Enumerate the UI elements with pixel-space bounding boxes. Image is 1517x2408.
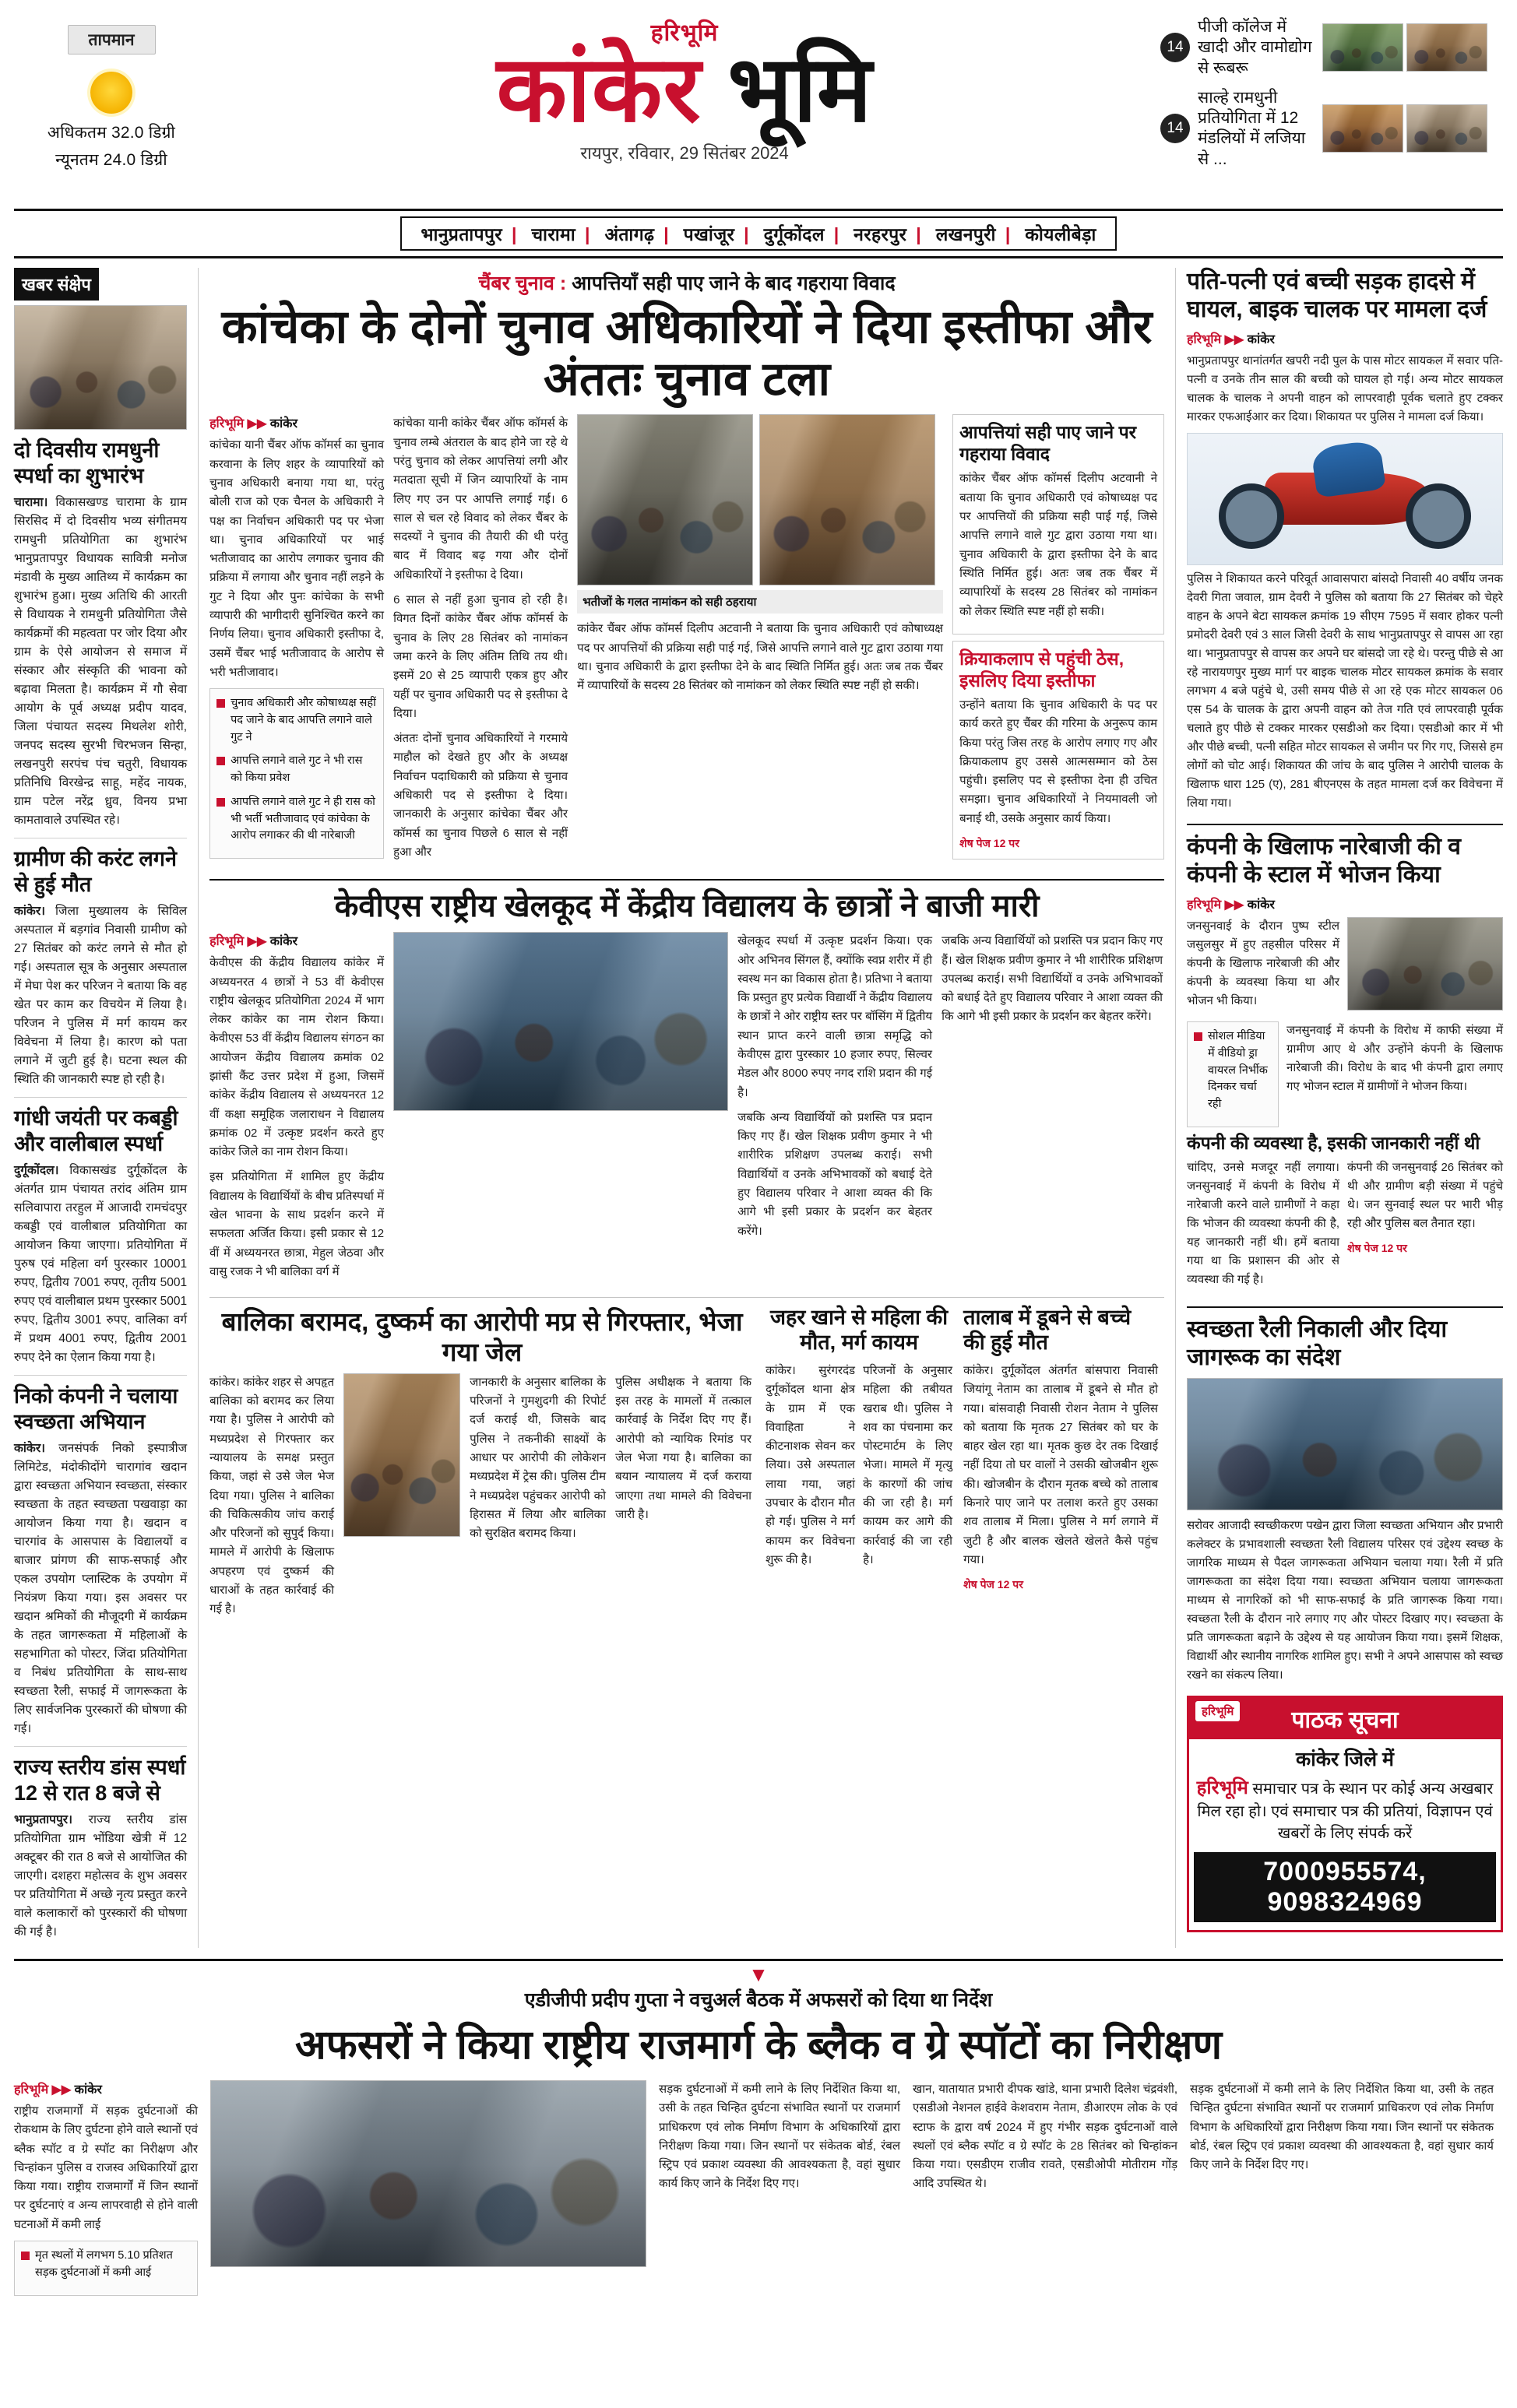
sub-headline-2: क्रियाकलाप से पहुंची ठेस, इसलिए दिया इस्तीफा bbox=[959, 648, 1125, 691]
notice-title-bar bbox=[1189, 1698, 1501, 1739]
bullet-text: मृत स्थलों में लगभग 5.10 प्रतिशत सड़क दुर्घटनाओं में कमी आई bbox=[35, 2249, 173, 2279]
rescue-col-2 bbox=[470, 1373, 606, 1626]
right-story1-headline[interactable]: पति-पत्नी एवं बच्ची सड़क हादसे में घायल, बाइक चालक पर मामला दर्ज bbox=[1187, 269, 1487, 322]
brief-text: विकासखण्ड चारामा के ग्राम सिरसिद में दो दिवसीय भव्य संगीतमय रामधुनी प्रतियोगिता का शुभारंभ भानुप्रतापपुर विधायक सावित्री मनोज मंडावी के मुख्य आतिथ्य में कार्यक्रम का शुभारंभ हुआ। मुख्य अतिथि की आरती से विधायक ने रामधुनी प्रतियोगिता जैसे कार्यक्रमों की महत्वता पर जोर दिया और ग्राम के ऐसे आयोजन से समाज में संस्कार और संस्कृति की भावना को बढ़ावा मिलता है। कार्यक्रम में गौ सेवा आयोग के पूर्व अध्यक्ष प्रदीप यादव, जिला पंचायत सदस्य मिथलेश शोरी, जनपद सदस्य सुरभी चिरभजन सिन्हा, लखनपुरी सरपंच पंच चतुरी, विधायक प्रतिनिधि विरखेन्द्र साहू, महेंद नायक, ग्राम पटेल नरेंद्र ध्रुव, विनय प्रभा कामतावाले उपस्थित रहे। bbox=[14, 495, 188, 828]
brief-headline: निको कंपनी ने चलाया स्वच्छता अभियान bbox=[14, 1384, 178, 1434]
nhai-bullet-box bbox=[14, 2241, 198, 2296]
town-6[interactable]: लखनपुरी bbox=[935, 224, 996, 244]
kvs-col2-p2: जबकि अन्य विद्यार्थियों को प्रशस्ति पत्र प्रदान किए गए हैं। खेल शिक्षक प्रवीण कुमार ने भी शारीरिक प्रशिक्षण उपलब्ध कराई। सभी विद्यार्थियों व उनके अभिभावकों को बधाई देते हुए विद्यालय परिवार ने आशा व्यक्त की कि आगे भी इसी प्रकार के प्रदर्शन कर बेहतर करेंगे। bbox=[737, 1110, 933, 1238]
bike-wheel-right bbox=[1406, 483, 1471, 549]
byline-logo: हरिभूमि bbox=[209, 417, 245, 431]
kvs-col2-p1: खेलकूद स्पर्धा में उत्कृष्ट प्रदर्शन किया। एक ओर अभिनव सिंगल हैं, क्योंकि स्वप्न शरीर में ही स्वस्थ मन का विकास होता है। प्रतिभा ने बताया कि प्रस्तुत हुए प्रत्येक विद्यार्थी ने केंद्रीय विद्यालय के छात्रों ने ओर राष्ट्रीय स्तर पर बॉसिंग में द्वितीय स्थान प्राप्त करने वाली छात्रा समृद्धि को केवीएस द्वारा पुरस्कार 10 हजार रुपए, सिल्वर मेडल और 8000 रुपए नगद राशि प्रदान की गई है। bbox=[737, 934, 933, 1099]
rescue-col2-text: जानकारी के अनुसार बालिका के परिजनों ने गुमशुदगी की रिपोर्ट दर्ज कराई थी, जिसके बाद पुलिस ने तकनीकी साक्ष्यों के आधार पर आरोपी की लोकेशन मध्यप्रदेश में ट्रेस की। पुलिस टीम ने मध्यप्रदेश पहुंचकर आरोपी को हिरासत में लिया और बालिका को सुरक्षित बरामद किया। bbox=[470, 1375, 607, 1541]
right-story1-p2: पुलिस ने शिकायत करने परिवूर्त आवासपारा बांसदो निवासी 40 वर्षीय जनक देवरी गिता जवाल, ग्राम देवरी ने पुलिस को बताया कि 27 सितंबर को चेहरे वाहन के अपने बेटा सायकल क्रमांक 19 सीएम 7595 में सवार होकर पत्नी प्रमोदरी देवरी एवं 3 साल जिसी देवरी के साथ भानुप्रतापपुर से वापस आ रहा था। भानुप्रतापपुर से वापस कर अपने घर बांसदो जा रहे थे। परन्तु पीछे से आ रहे नारायणपुर मुख्य मार्ग पर बाइक चालक मोटर सायकल क्रमांक के सवार लगभग 4 बजे पहुंचे थे, उसी समय पीछे से आ रहे एक मोटर सायकल 06 एस 54 के चालक के द्वारा अपनी वाहन को तेज गति एवं लापरवाही पूर्वक चलाते हुए पीछे से टक्कर मारकर एसडीओ कर दिया। एसडीओ कार में भी और पीछे बच्ची, पत्नी सहित मोटर सायकल से जमीन पर गिर गए, जिससे हम लोगों को चोट आई। शिकायत की जांच के बाद पुलिस ने आरोपी चालक के खिलाफ धारा 125 (ए), 281 बीएनएस के तहत मामला दर्ज कर विवेचना में लिया गया। bbox=[1187, 572, 1503, 810]
section-rule bbox=[1187, 1306, 1503, 1308]
cleanliness-rally-photo bbox=[1187, 1378, 1503, 1510]
nhai-kicker-text: एडीजीपी प्रदीप गुप्ता ने वचुअर्ल बैठक में अफसरों को दिया था निर्देश bbox=[524, 1988, 993, 2011]
town-3[interactable]: पखांजूर bbox=[683, 224, 735, 244]
byline-place: कांकेर bbox=[1247, 898, 1275, 912]
poison-col1: कांकेर। सुरंगरदंड दुर्गूकोंदल थाना क्षेत्र के ग्राम में एक विवाहिता ने कीटनाशक सेवन कर लिया। उसे अस्पताल लाया गया, जहां उपचार के दौरान मौत हो गई। पुलिस ने मर्ग कायम कर विवेचना शुरू की है। bbox=[766, 1363, 856, 1566]
brief-body bbox=[14, 494, 187, 830]
right-story3-headline[interactable]: स्वच्छता रैली निकाली और दिया जागरूक का संदेश bbox=[1187, 1316, 1448, 1370]
brief-body bbox=[14, 1440, 187, 1738]
byline bbox=[1187, 330, 1503, 347]
right-story3-body: सरोवर आजादी स्वच्छीकरण पखेन द्वारा जिला स्वच्छता अभियान और प्रभारी कलेक्टर के प्रभावशाली स्वच्छता रैली विद्यालय परिसर एवं उद्देश्य स्वच्छ के जागरिक माध्यम से पैदल जागरूकता अभियान चलाया गया। रैली में प्रति जागरूकता का संदेश दिया गया। स्वच्छता अभियान चलाया जागरूकता माध्यम से नागरिकों को भी साफ-सफाई के प्रति जागरूक किया गया। स्वच्छता रैली के दौरान नारे लगाए गए और पोस्टर दिखाए गए। स्वच्छता के प्रति जागरूकता बढ़ाने के उद्देश्य से यह आयोजन किया गया। इसमें शिक्षक, विद्यार्थी और स्थानीय नागरिक शामिल हुए। सभी ने अपने आसपास को स्वच्छ रखने का संकल्प लिया। bbox=[1187, 1518, 1503, 1682]
right-story1-p1: भानुप्रतापपुर थानांतर्गत खपरी नदी पुल के पास मोटर सायकल में सवार पति-पत्नी व उनके तीन साल की बच्ची को घायल हो गई। अन्य मोटर सायकल चालक के चालक ने अपनी वाहन को लापरवाही पूर्वक चलाते हुए टक्कर मारकर एफआईआर कर दिया। शिकायत पर पुलिस ने मामला दर्ज किया। bbox=[1187, 354, 1503, 424]
bullet-text: आपत्ति लगाने वाले गुट ने ही रास को भी भर्ती भतीजावाद एवं कांचेका के आरोप लगाकर की थी नारेबाजी bbox=[231, 795, 375, 842]
byline-logo: हरिभूमि bbox=[209, 935, 245, 949]
promo-page-number: 14 bbox=[1160, 114, 1190, 143]
lead-col-1 bbox=[209, 414, 384, 868]
town-list: भानुप्रतापपुर | चारामा | अंतागढ़ | पखांजूर | दुर्गूकोंदल | नरहरपुर | लखनपुरी | कोयलीबेड़ा bbox=[400, 216, 1116, 251]
promo-thumb-ramdhuni-1 bbox=[1322, 104, 1403, 153]
photo-pair bbox=[577, 414, 943, 585]
brief-headline: दो दिवसीय रामधुनी स्पर्धा का शुभारंभ bbox=[14, 438, 160, 487]
bullet-text: सोशल मीडिया में वीडियो ड्रा वायरल निर्भीक दिनकर चर्चा रही bbox=[1208, 1030, 1268, 1110]
promo-text: साल्हे रामधुनी प्रतियोगिता में 12 मंडलियों में लजिया से ... bbox=[1198, 88, 1306, 168]
kvs-col-2 bbox=[737, 932, 932, 1288]
rescue-col-1 bbox=[209, 1373, 334, 1626]
lead-kicker bbox=[209, 269, 1164, 296]
story2-sidebar-bullet bbox=[1187, 1021, 1279, 1127]
poison-col2: परिजनों के अनुसार महिला की तबीयत खराब थी। पुलिस ने शव का पंचनामा कर पोस्टमार्टम के लिए भेजा। मामले में मृत्यु के कारणों की जांच की जा रही है। मर्ग कायम कर आगे की कार्रवाई की जा रही है। bbox=[863, 1363, 953, 1566]
town-5[interactable]: नरहरपुर bbox=[854, 224, 907, 244]
content-grid bbox=[14, 268, 1503, 1948]
brief-headline: गांधी जयंती पर कबड्डी और वालीबाल स्पर्धा bbox=[14, 1106, 178, 1156]
bullet-item bbox=[1194, 1028, 1272, 1113]
road-inspection-photo bbox=[210, 2080, 646, 2267]
section-rule bbox=[209, 879, 1164, 881]
poison-headline[interactable]: जहर खाने से महिला की मौत, मर्ग कायम bbox=[769, 1306, 949, 1355]
promo-thumbs bbox=[1322, 23, 1487, 72]
lead-sidebar bbox=[952, 414, 1164, 868]
byline bbox=[209, 932, 384, 949]
brief-item bbox=[14, 846, 187, 1089]
main-column bbox=[209, 268, 1164, 1948]
promo-item[interactable] bbox=[1160, 88, 1503, 170]
nhai-col-4 bbox=[1190, 2080, 1494, 2296]
pond-continue-link[interactable]: शेष पेज 12 पर bbox=[963, 1578, 1023, 1591]
photo-caption: भतीजों के गलत नामांकन को सही ठहराया bbox=[577, 590, 943, 613]
bullet-square-icon bbox=[1194, 1032, 1202, 1041]
right-story2-p2: जनसुनवाई में कंपनी के विरोध में काफी संख्या में ग्रामीण आए थे और उन्होंने कंपनी के खिलाफ नारेबाजी की। विरोध के बाद भी कंपनी द्वारा लगाए गए भोजन स्टाल में ग्रामीणों ने भोजन किया। bbox=[1286, 1024, 1503, 1093]
byline bbox=[209, 414, 384, 431]
promo-thumb-khadi-1 bbox=[1322, 23, 1403, 72]
reader-notice-ad[interactable] bbox=[1187, 1696, 1503, 1933]
lead-headline[interactable]: कांचेका के दोनों चुनाव अधिकारियों ने दिया इस्तीफा और अंततः चुनाव टला bbox=[221, 301, 1153, 406]
byline-arrow-icon: ▶▶ bbox=[1224, 333, 1244, 346]
town-2[interactable]: अंतागढ़ bbox=[604, 224, 655, 244]
byline bbox=[1187, 895, 1503, 912]
bullet-item bbox=[216, 753, 377, 787]
notice-brand-inline: हरिभूमि bbox=[1196, 1777, 1248, 1798]
pond-body: कांकेर। दुर्गूकोंदल अंतर्गत बांसपारा निवासी जियांगू नेताम का तालाब में डूबने से मौत हो गया। बांसवाही निवासी रोशन नेताम ने पुलिस को बताया कि मृतक 27 सितंबर को घर के बाहर खेल रहा था। मृतक कुछ देर तक दिखाई नहीं दिया तो घर वालों ने उसकी खोजबीन शुरू की। खोजबीन के दौरान मृतक बच्चे को तालाब किनारे पाए जाने पर तलाश करते हुए उसका शव तालाब में मिला। पुलिस ने मर्ग लगाने में जुटी है और बालक खेलते खेलते कैसे पहुंच गया। bbox=[963, 1363, 1159, 1566]
right-story2-headline[interactable]: कंपनी के खिलाफ नारेबाजी की व कंपनी के स्टाल में भोजन किया bbox=[1187, 834, 1461, 888]
promo-thumb-ramdhuni-2 bbox=[1406, 104, 1487, 153]
rescue-photo-wrap bbox=[343, 1373, 460, 1626]
right-story2-p3: चांदिए, उनसे मजदूर नहीं लगाया। जनसुनवाई में कंपनी के विरोध में नारेबाजी करने वाले ग्रामीणों ने कहा कि भोजन की व्यवस्था कंपनी की है, यह जानकारी नहीं थी। हमें बताया गया था कि प्रशासन की ओर से व्यवस्था की गई है। bbox=[1187, 1160, 1339, 1286]
section-rule bbox=[209, 1297, 1164, 1298]
protest-crowd-photo bbox=[1347, 917, 1503, 1011]
notice-brand-badge: हरिभूमि bbox=[1195, 1701, 1240, 1721]
promo-text: पीजी कॉलेज में खादी और वामोद्योग से रूबरू bbox=[1198, 18, 1312, 77]
edition-town-strip bbox=[14, 209, 1503, 258]
brief-body bbox=[14, 1162, 187, 1367]
lead-col-2 bbox=[393, 414, 568, 868]
brand-main-first: कांकेर bbox=[496, 38, 702, 141]
brief-dateline: भानुप्रतापपुर। bbox=[14, 1813, 73, 1827]
byline-arrow-icon: ▶▶ bbox=[247, 935, 267, 949]
sub-body-2: उन्होंने बताया कि चुनाव अधिकारी के पद पर कार्य करते हुए चैंबर की गरिमा के अनुरूप काम किया परंतु जिस तरह के आरोप लगाए गए और क्रियाकलाप हुए उससे आत्मसम्मान को ठेस पहुंची। इसलिए पद से इस्तीफा देना ही उचित समझा। चुनाव अधिकारियों ने नियमावली जो बनाई थी, उसके अनुसार कार्य किया। bbox=[959, 698, 1158, 825]
brief-item bbox=[14, 1383, 187, 1738]
notice-line1: कांकेर जिले में bbox=[1296, 1748, 1394, 1770]
kvs-columns bbox=[209, 932, 1164, 1288]
story2-continue-link[interactable]: शेष पेज 12 पर bbox=[1347, 1241, 1407, 1254]
bullet-item bbox=[21, 2248, 191, 2282]
nhai-col4-text: सड़क दुर्घटनाओं में कमी लाने के लिए निर्देशित किया था, उसी के तहत चिन्हित दुर्घटना संभावित स्थानों पर राजमार्ग प्राधिकरण एवं लोक निर्माण विभाग के अधिकारियों द्वारा निरीक्षण किया गया। जिन स्थानों पर संकेतक बोर्ड, रंबल स्ट्रिप एवं प्रकाश व्यवस्था की आवश्यकता है, वहां सुधार कार्य किए जाने के निर्देश दिए गए। bbox=[1190, 2082, 1494, 2172]
weather-max: अधिकतम 32.0 डिग्री bbox=[47, 124, 176, 142]
brand-main-second: भूमि bbox=[727, 38, 873, 141]
byline-logo: हरिभूमि bbox=[1187, 898, 1222, 912]
byline-arrow-icon: ▶▶ bbox=[51, 2083, 72, 2097]
lead-story-columns bbox=[209, 414, 1164, 868]
lead-photo-body: कांकेर चैंबर ऑफ कॉमर्स दिलीप अटवानी ने बताया कि चुनाव अधिकारी एवं कोषाध्यक्ष पद पर आपत्तियों की प्रक्रिया सही पाई गई, जिसे आपत्ति लगाने वाले गुट द्वारा उठाया गया था। चुनाव अधिकारी के द्वारा इस्तीफा देने के बाद स्थिति निर्मित हुई। अतः जब तक चैंबर में व्यापारियों के सदस्य 28 सितंबर को नामांकन को लेकर स्थिति स्पष्ट नहीं हो सकी। bbox=[577, 622, 944, 693]
rescue-col3-text: पुलिस अधीक्षक ने बताया कि इस तरह के मामलों में तत्काल कार्रवाई के निर्देश दिए गए हैं। आरोपी को न्यायिक रिमांड पर जेल भेजा गया है। बालिका का बयान न्यायालय में दर्ज कराया जाएगा तथा मामले की विवेचना जारी है। bbox=[615, 1375, 752, 1521]
chamber-meeting-photo bbox=[577, 414, 753, 585]
column-divider bbox=[1175, 268, 1176, 1948]
byline-logo: हरिभूमि bbox=[14, 2083, 49, 2097]
bullet-text: आपत्ति लगाने वाले गुट ने भी रास को किया प्रवेश bbox=[231, 754, 363, 785]
brief-dateline: दुर्गूकोंदल। bbox=[14, 1164, 59, 1178]
sub-headline-1: आपत्तियां सही पाए जाने पर गहराया विवाद bbox=[959, 422, 1137, 465]
section-label-briefs: खबर संक्षेप bbox=[14, 268, 99, 301]
column-divider bbox=[198, 268, 199, 1948]
brief-item bbox=[14, 1106, 187, 1367]
sub-box-1 bbox=[952, 414, 1164, 634]
brief-dateline: कांकेर। bbox=[14, 905, 46, 919]
nhai-photo-wrap bbox=[210, 2080, 646, 2296]
kvs-story bbox=[209, 888, 1164, 1288]
lead-col1-p2: अंततः दोनों चुनाव अधिकारियों ने गरमाये माहौल को देखते हुए और के अध्यक्ष निर्वाचन पदाधिकारी को प्रक्रिया से चुनाव अधिकारी पद से इस्तीफा दे दिया। जानकारी के अनुसार कांचेका चैंबर और कॉमर्स का चुनाव पिछले 6 साल से नहीं हुआ और bbox=[393, 732, 568, 859]
nhai-col-3 bbox=[913, 2080, 1177, 2296]
pond-headline[interactable]: तालाब में डूबने से बच्चे की हुई मौत bbox=[963, 1306, 1132, 1355]
lead-photos bbox=[577, 414, 943, 868]
brief-item bbox=[14, 1755, 187, 1942]
rescue-headline[interactable]: बालिका बरामद, दुष्कर्म का आरोपी मप्र से गिरफ्तार, भेजा गया जेल bbox=[221, 1307, 743, 1366]
masthead bbox=[14, 11, 1503, 206]
bullet-square-icon bbox=[216, 699, 225, 708]
brief-headline: राज्य स्तरीय डांस स्पर्धा 12 से रात 8 बजे से bbox=[14, 1756, 186, 1805]
students-award-photo bbox=[393, 932, 728, 1111]
sub-body-1: कांकेर चैंबर ऑफ कॉमर्स दिलीप अटवानी ने बताया कि चुनाव अधिकारी एवं कोषाध्यक्ष पद पर आपत्तियों की प्रक्रिया सही पाई गई, जिसे आपत्ति लगाने वाले गुट द्वारा उठाया गया था। चुनाव अधिकारी के द्वारा इस्तीफा देने के बाद स्थिति निर्मित हुई। अतः जब तक चैंबर में व्यापारियों के सदस्य 28 सितंबर को नामांकन को लेकर स्थिति स्पष्ट नहीं हो सकी। bbox=[959, 472, 1158, 618]
section-rule bbox=[1187, 824, 1503, 825]
divider bbox=[14, 1097, 187, 1098]
town-4[interactable]: दुर्गूकोंदल bbox=[763, 224, 825, 244]
lead-story bbox=[209, 269, 1164, 868]
bike-wheel-left bbox=[1219, 483, 1284, 549]
notice-phone-numbers[interactable]: 7000955574, 9098324969 bbox=[1194, 1852, 1496, 1922]
brief-text: जनसंपर्क निको इस्पात्रीज लिमिटेड, मंदोकीदोंगे चारागांव खदान द्वारा स्वच्छता अभियान स्वच्छता, संस्कार स्वच्छता के तहत स्वच्छता पखवाड़ा का आयोजन किया गया है। खदान व चारगांव के आसपास के विद्यालयों व बाजार प्रांगण की साफ-सफाई और एकल उपयोग प्लास्टिक के उपयोग में नियंत्रण किया गया। इस अवसर पर खदान श्रमिकों की मौजूदगी में कार्यक्रम के तहत जागरूकता में महिलाओं के सहभागिता को पोस्टर, जिंदा प्रतियोगिता व निबंध प्रतियोगिता के साथ-साथ स्वच्छता रैली, सफाई में जागरूकता के लिए सार्वजनिक पुरस्कारों की घोषणा की गई। bbox=[14, 1442, 188, 1736]
divider bbox=[14, 1375, 187, 1376]
lead-kicker-red: चैंबर चुनाव : bbox=[478, 272, 567, 294]
bullet-square-icon bbox=[216, 757, 225, 765]
brief-text: जिला मुख्यालय के सिविल अस्पताल में बड़गांव निवासी ग्रामीण को 27 सितंबर को करंट लगने से मौत हो गई। अस्पताल सूत्र के अनुसार अस्पताल में मेघा पेश कर परिजन ने बताया कि वह खेत पर काम कर विचयेन में लिया है। परिजन ने पुलिस में मर्ग कायम कर विवेचना में लिया है। कारण को पता लगाने में जुटी हुई है। घटना स्थल की स्थिति की जानकारी स्पष्ट हो रही है। bbox=[14, 905, 188, 1087]
weather-min: न्यूनतम 24.0 डिग्री bbox=[55, 151, 167, 169]
right-story2-subhead: कंपनी की व्यवस्था है, इसकी जानकारी नहीं थी bbox=[1187, 1132, 1480, 1153]
lead-col2-p2: 6 साल से नहीं हुआ चुनाव हो रही है। विगत दिनों कांकेर चैंबर ऑफ कॉमर्स के चुनाव के लिए 28 सितंबर को नामांकन जमा करने के लिए अंतिम तिथि तय थी। इसमें 20 से 25 व्यापारी एकत्र हुए और यहीं पर चुनाव अधिकारी पद से इस्तीफा दे दिया। bbox=[393, 593, 568, 720]
nhai-story-band bbox=[14, 1959, 1503, 2295]
bike-accident-illustration bbox=[1187, 433, 1503, 565]
masthead-title bbox=[209, 11, 1160, 164]
right-story2-p1: जनसुनवाई के दौरान पुष्प स्टील जसुलसुर में हुए तहसील परिसर में कंपनी के खिलाफ नारेबाजी की और कंपनी के व्यवस्था किया था और भोजन भी किया। bbox=[1187, 919, 1339, 1007]
promo-thumbs bbox=[1322, 104, 1487, 153]
weather-label: तापमान bbox=[68, 25, 156, 54]
brief-text: विकासखंड दुर्गूकोंदल के अंतर्गत ग्राम पंचायत तरांद अंतिम ग्राम सलिवापारा तरहुल में आजादी रामचंदपुर कबड्डी एवं वालीबाल प्रतियोगिता का आयोजन किया जाएगा। प्रतियोगिता में पुरुष एवं महिला वर्ग पुरस्कार 10001 रुपए, द्वितीय 7001 रुपए, तृतीय 5001 रुपए एवं वालीबाल प्रथम पुरस्कार 5001 रुपए, द्वितीय 3001 रुपए, वालिका वर्ग में प्रथम 4001 रुपए, द्वितीय 2001 रुपए देने का ऐलान किया गया है। bbox=[14, 1164, 188, 1365]
sub-box-2 bbox=[952, 641, 1164, 859]
mid-lower-block bbox=[209, 1304, 1164, 1625]
nhai-col2-text: सड़क दुर्घटनाओं में कमी लाने के लिए निर्देशित किया था, उसी के तहत चिन्हित दुर्घटना संभावित स्थानों पर राजमार्ग प्राधिकरण एवं लोक निर्माण विभाग के अधिकारियों द्वारा निरीक्षण किया गया। जिन स्थानों पर संकेतक बोर्ड, रंबल स्ट्रिप एवं प्रकाश व्यवस्था की आवश्यकता है, वहां सुधार कार्य किए जाने के निर्देश दिए गए। bbox=[659, 2082, 900, 2191]
rescue-story bbox=[209, 1304, 755, 1625]
brief-body bbox=[14, 1811, 187, 1942]
weather-widget bbox=[14, 11, 209, 176]
bike-rider bbox=[1311, 440, 1386, 499]
right-story2-p4: कंपनी की जनसुनवाई 26 सितंबर को थी और ग्रामीण बड़ी संख्या में पहुंचे थे। जन सुनवाई स्थल पर भारी भीड़ रही और पुलिस बल तैनात रहा। bbox=[1347, 1160, 1503, 1230]
kvs-col3-p1: जबकि अन्य विद्यार्थियों को प्रशस्ति पत्र प्रदान किए गए हैं। खेल शिक्षक प्रवीण कुमार ने भी शारीरिक प्रशिक्षण उपलब्ध कराई। सभी विद्यार्थियों व उनके अभिभावकों को बधाई देते हुए विद्यालय परिवार ने आशा व्यक्त की कि आगे भी इसी प्रकार के प्रदर्शन कर बेहतर करेंगे। bbox=[942, 934, 1163, 1024]
town-7[interactable]: कोयलीबेड़ा bbox=[1025, 224, 1096, 244]
bullet-item bbox=[216, 794, 377, 845]
accused-portrait-photo bbox=[343, 1373, 460, 1537]
bullet-text: चुनाव अधिकारी और कोषाध्यक्ष सहीं पद जाने के बाद आपत्ति लगाने वाले गुट ने bbox=[231, 697, 376, 743]
lead-col1-text bbox=[209, 436, 384, 682]
promo-thumb-khadi-2 bbox=[1406, 23, 1487, 72]
nhai-col-1 bbox=[14, 2080, 198, 2296]
brief-headline: ग्रामीण की करंट लगने से हुई मौत bbox=[14, 847, 177, 897]
byline bbox=[14, 2080, 198, 2097]
town-1[interactable]: चारामा bbox=[531, 224, 575, 244]
byline-arrow-icon: ▶▶ bbox=[247, 417, 267, 431]
lead-kicker-dark: आपत्तियाँ सही पाए जाने के बाद गहराया विवाद bbox=[572, 272, 896, 294]
kvs-headline[interactable]: केवीएस राष्ट्रीय खेलकूद में केंद्रीय विद्यालय के छात्रों ने बाजी मारी bbox=[334, 889, 1040, 924]
byline-place: कांकेर bbox=[1247, 333, 1275, 346]
bullet-item bbox=[216, 695, 377, 746]
brief-item bbox=[14, 438, 187, 830]
right-column bbox=[1187, 268, 1503, 1948]
bullet-square-icon bbox=[21, 2252, 30, 2260]
rescue-columns bbox=[209, 1373, 755, 1626]
brief-dateline: कांकेर। bbox=[14, 1442, 46, 1456]
nhai-col-2 bbox=[659, 2080, 900, 2296]
kvs-col-1 bbox=[209, 932, 384, 1288]
brief-dateline: चारामा। bbox=[14, 495, 48, 509]
notice-title: पाठक सूचना bbox=[1291, 1707, 1399, 1733]
notice-line2-text: समाचार पत्र के स्थान पर कोई अन्य अखबार मिल रहा हो। एवं समाचार पत्र की प्रतियां, विज्ञापन एवं खबरों के लिए संपर्क करें bbox=[1197, 1780, 1494, 1843]
lead-col1-p1: कांचेका यानी चैंबर ऑफ कॉमर्स का चुनाव करवाना के लिए शहर के व्यापारियों को चुनाव अधिकारी बनाया गया था, परंतु बोली राज को एक चैनल के अधिकारी ने पक्ष का निर्वाचन अधिकारी पद पर भेजा था। चुनाव अधिकारियों पर भाई भतीजावाद का आरोप लगाकर चुनाव की प्रक्रिया में लगाया और चुनाव नहीं लड़ने के गुट ने दिया और पुनः कांचेका के सभी व्यापारी की भागीदारी सुनिश्चित करने का निर्णय लिया। चुनाव अधिकारी इस्तीफा दे, उसमें चैंबर भाई भतीजावाद के आरोप से भरी भतीजावाद। bbox=[209, 438, 385, 679]
stage-program-photo bbox=[14, 305, 187, 430]
byline-logo: हरिभूमि bbox=[1187, 333, 1222, 346]
pond-story bbox=[963, 1304, 1158, 1625]
poison-story bbox=[766, 1304, 952, 1625]
divider bbox=[14, 1746, 187, 1747]
sun-icon bbox=[90, 72, 132, 114]
edition-date: रायपुर, रविवार, 29 सितंबर 2024 bbox=[580, 143, 789, 163]
promo-column bbox=[1160, 11, 1503, 179]
kvs-photo-wrap bbox=[393, 932, 728, 1288]
continue-link[interactable]: शेष पेज 12 पर bbox=[959, 837, 1019, 850]
promo-item[interactable] bbox=[1160, 17, 1503, 79]
byline-place: कांकेर bbox=[269, 935, 297, 949]
kvs-col1-p2: इस प्रतियोगिता में शामिल हुए केंद्रीय विद्यालय के विद्यार्थियों के बीच प्रतिस्पर्धा में खेल भावना के साथ प्रदर्शन करने में सफलता अर्जित किया। इसी प्रकार से 12 वीं में अध्ययनरत छात्रा, मेहुल जेठवा और वासु रजक ने भी बालिका वर्ग में bbox=[209, 1170, 385, 1278]
left-column bbox=[14, 268, 187, 1948]
page-title bbox=[209, 38, 1160, 141]
byline-place: कांकेर bbox=[269, 417, 297, 431]
nhai-col1-text: राष्ट्रीय राजमार्गों में सड़क दुर्घटनाओं की रोकथाम के लिए दुर्घटना होने वाले स्थानों एवं ब्लैक स्पॉट व ग्रे स्पॉट का निरीक्षण और चिन्हांकन पुलिस व राजस्व अधिकारियों द्वारा किया गया। राष्ट्रीय राजमार्गों में जिन स्थानों पर दुर्घटनाएं व अन्य लापरवाही से होने वाली घटनाओं में कमी लाई bbox=[14, 2104, 198, 2231]
notice-line2 bbox=[1189, 1775, 1501, 1845]
lead-col2-p1: कांचेका यानी कांकेर चैंबर ऑफ कॉमर्स के चुनाव लम्बे अंतराल के बाद होने जा रहे थे परंतु चुनाव को लेकर आपत्तियां लगी और मतदाता सूची में जिन व्यापारियों के नाम लिए गए उन पर आपत्ति लगाई गई। 6 साल से चल रहे विवाद को लेकर चैंबर के सदस्यों ने चुनाव की तैयारी की थी परंतु बाद में विवाद बढ़ गया और दोनों अधिकारियों ने इस्तीफा दे दिया। bbox=[393, 417, 568, 582]
protest-photo-wrap bbox=[1347, 917, 1503, 1017]
brand-subtitle: हरिभूमि bbox=[650, 20, 719, 46]
nhai-columns bbox=[14, 2080, 1503, 2296]
promo-page-number: 14 bbox=[1160, 33, 1190, 62]
kvs-col1-p1: केवीएस की केंद्रीय विद्यालय कांकेर में अध्ययनरत 4 छात्रों ने 53 वीं केवीएस राष्ट्रीय खेलकूद प्रतियोगिता 2024 में भाग लेकर कांकेर का नाम रोशन किया। केवीएस 53 वीं केंद्रीय विद्यालय संगठन का आयोजन केंद्रीय विद्यालय क्रमांक 02 झांसी कैंट उत्तर प्रदेश में हुआ, जिसमें कांकेर केंद्रीय विद्यालय से अध्ययनरत 12 वीं कक्षा समूहिक जलाराधन ने विद्यालय क्रमांक 02 में उत्कृष्ट प्रदर्शन करते हुए कांकेर जिले का नाम रोशन किया। bbox=[209, 956, 385, 1159]
rescue-place: कांकेर। bbox=[209, 1375, 240, 1389]
brief-body bbox=[14, 902, 187, 1089]
brief-text: राज्य स्तरीय डांस प्रतियोगिता ग्राम भोंडिया खेत्री में 12 अक्टूबर की रात 8 बजे से आयोजित की जाएगी। दशहरा महोत्सव के शुभ अवसर पर प्रतियोगिता में अच्छे नृत्य प्रस्तुत करने वाले कलाकारों को पुरस्कारों की घोषणा की गई है। bbox=[14, 1813, 188, 1939]
chevron-down-icon: ▼ bbox=[748, 1963, 769, 1987]
nhai-kicker bbox=[14, 1986, 1503, 2013]
kvs-col-3 bbox=[942, 932, 1163, 1288]
town-0[interactable]: भानुप्रतापपुर bbox=[421, 224, 502, 244]
lead-bullet-box bbox=[209, 688, 384, 859]
rescue-col1-text: कांकेर शहर से अपहृत बालिका को बरामद कर लिया गया है। पुलिस ने आरोपी को मध्यप्रदेश से गिरफ्तार कर न्यायालय के समक्ष प्रस्तुत किया, जहां से उसे जेल भेज दिया गया। पुलिस ने बालिका की चिकित्सकीय जांच कराई और परिजनों को सुपुर्द किया। मामले में आरोपी के खिलाफ अपहरण एवं दुष्कर्म की धाराओं के तहत कार्रवाई की गई है। bbox=[209, 1375, 335, 1616]
byline-arrow-icon: ▶▶ bbox=[1224, 898, 1244, 912]
nhai-col3-text: खान, यातायात प्रभारी दीपक खांडे, थाना प्रभारी दिलेश चंद्रवंशी, एसडीओ नेशनल हाईवे केशवराम नेताम, डीआरएम लोक के एवं स्टाफ के द्वारा वर्ष 2024 में हुए गंभीर सड़क दुर्घटनाओं वाले स्थलों एवं ब्लैक स्पॉट व ग्रे स्पॉट के 28 सितंबर को चिन्हांकन किया गया। एसडीएम राजीव रावते, एसडीओपी मोतीराम गोंड़ आदि उपस्थित थे। bbox=[913, 2082, 1177, 2191]
nomination-notice-photo bbox=[759, 414, 935, 585]
nhai-headline[interactable]: अफसरों ने किया राष्ट्रीय राजमार्ग के ब्लैक व ग्रे स्पॉटों का निरीक्षण bbox=[294, 2022, 1223, 2068]
rescue-col-3 bbox=[615, 1373, 751, 1626]
byline-place: कांकेर bbox=[74, 2083, 102, 2097]
bullet-square-icon bbox=[216, 798, 225, 807]
